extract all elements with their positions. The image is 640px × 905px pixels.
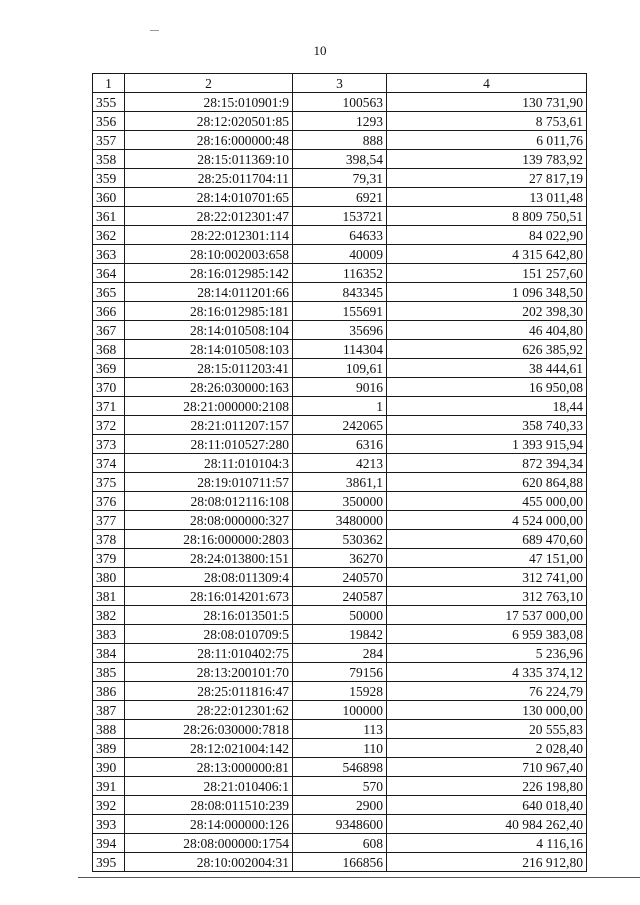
table-row [93,150,587,169]
cadastral-number: 28:12:020501:85 [125,112,293,131]
table-row [93,93,587,112]
row-number: 365 [93,283,125,302]
cadastral-number: 28:22:012301:47 [125,207,293,226]
cadastral-number: 28:14:010701:65 [125,188,293,207]
amount-value: 6 959 383,08 [387,625,587,644]
cadastral-number: 28:10:002003:658 [125,245,293,264]
amount-value: 872 394,34 [387,454,587,473]
table-row [93,169,587,188]
row-number: 383 [93,625,125,644]
row-number: 359 [93,169,125,188]
table-row [93,283,587,302]
area-value: 109,61 [293,359,387,378]
amount-value: 455 000,00 [387,492,587,511]
area-value: 79156 [293,663,387,682]
amount-value: 312 741,00 [387,568,587,587]
cadastral-number: 28:25:011816:47 [125,682,293,701]
cadastral-number: 28:14:000000:126 [125,815,293,834]
row-number: 355 [93,93,125,112]
table-row [93,112,587,131]
table-row [93,796,587,815]
row-number: 385 [93,663,125,682]
table-body [93,93,587,872]
table-row [93,473,587,492]
table-row [93,815,587,834]
cadastral-number: 28:08:000000:327 [125,511,293,530]
cadastral-number: 28:14:010508:104 [125,321,293,340]
area-value: 50000 [293,606,387,625]
area-value: 608 [293,834,387,853]
area-value: 6316 [293,435,387,454]
page-bottom-rule [78,877,640,878]
row-number: 363 [93,245,125,264]
row-number: 379 [93,549,125,568]
table-row [93,321,587,340]
amount-value: 640 018,40 [387,796,587,815]
cadastral-number: 28:08:011510:239 [125,796,293,815]
cadastral-number: 28:16:012985:181 [125,302,293,321]
row-number: 373 [93,435,125,454]
row-number: 360 [93,188,125,207]
amount-value: 13 011,48 [387,188,587,207]
row-number: 388 [93,720,125,739]
table-row [93,245,587,264]
row-number: 387 [93,701,125,720]
table-row [93,758,587,777]
header-col-1: 1 [93,74,125,93]
table-row [93,359,587,378]
cadastral-number: 28:15:010901:9 [125,93,293,112]
cadastral-number: 28:10:002004:31 [125,853,293,872]
area-value: 155691 [293,302,387,321]
table-row [93,720,587,739]
area-value: 100000 [293,701,387,720]
cadastral-number: 28:16:000000:48 [125,131,293,150]
area-value: 116352 [293,264,387,283]
area-value: 2900 [293,796,387,815]
cadastral-number: 28:24:013800:151 [125,549,293,568]
cadastral-number: 28:16:014201:673 [125,587,293,606]
table-row [93,568,587,587]
amount-value: 226 198,80 [387,777,587,796]
amount-value: 202 398,30 [387,302,587,321]
amount-value: 38 444,61 [387,359,587,378]
cadastral-number: 28:15:011369:10 [125,150,293,169]
row-number: 381 [93,587,125,606]
table-row [93,454,587,473]
amount-value: 620 864,88 [387,473,587,492]
row-number: 390 [93,758,125,777]
cadastral-number: 28:13:000000:81 [125,758,293,777]
table-row [93,777,587,796]
amount-value: 139 783,92 [387,150,587,169]
amount-value: 18,44 [387,397,587,416]
amount-value: 8 809 750,51 [387,207,587,226]
header-col-2: 2 [125,74,293,93]
area-value: 398,54 [293,150,387,169]
table-row [93,264,587,283]
row-number: 364 [93,264,125,283]
row-number: 382 [93,606,125,625]
row-number: 362 [93,226,125,245]
row-number: 356 [93,112,125,131]
cadastral-number: 28:25:011704:11 [125,169,293,188]
cadastral-number: 28:16:000000:2803 [125,530,293,549]
area-value: 240570 [293,568,387,587]
row-number: 394 [93,834,125,853]
area-value: 242065 [293,416,387,435]
area-value: 3480000 [293,511,387,530]
amount-value: 46 404,80 [387,321,587,340]
table-row [93,663,587,682]
area-value: 843345 [293,283,387,302]
table-row [93,701,587,720]
area-value: 79,31 [293,169,387,188]
row-number: 375 [93,473,125,492]
amount-value: 27 817,19 [387,169,587,188]
cadastral-number: 28:21:011207:157 [125,416,293,435]
area-value: 1 [293,397,387,416]
table-row [93,625,587,644]
amount-value: 76 224,79 [387,682,587,701]
cadastral-number: 28:26:030000:7818 [125,720,293,739]
cadastral-number: 28:11:010527:280 [125,435,293,454]
table-row [93,530,587,549]
area-value: 6921 [293,188,387,207]
table-row [93,682,587,701]
cadastral-number: 28:08:010709:5 [125,625,293,644]
area-value: 9348600 [293,815,387,834]
amount-value: 5 236,96 [387,644,587,663]
table-row [93,416,587,435]
amount-value: 130 000,00 [387,701,587,720]
area-value: 35696 [293,321,387,340]
cadastral-number: 28:08:011309:4 [125,568,293,587]
page-number: 10 [313,43,327,58]
cadastral-number: 28:21:010406:1 [125,777,293,796]
row-number: 384 [93,644,125,663]
area-value: 570 [293,777,387,796]
amount-value: 151 257,60 [387,264,587,283]
amount-value: 130 731,90 [387,93,587,112]
cadastral-number: 28:14:011201:66 [125,283,293,302]
table-row [93,188,587,207]
table-row [93,644,587,663]
amount-value: 358 740,33 [387,416,587,435]
amount-value: 710 967,40 [387,758,587,777]
area-value: 40009 [293,245,387,264]
row-number: 361 [93,207,125,226]
row-number: 376 [93,492,125,511]
table-row [93,226,587,245]
amount-value: 40 984 262,40 [387,815,587,834]
table-row [93,587,587,606]
amount-value: 84 022,90 [387,226,587,245]
row-number: 367 [93,321,125,340]
table-row [93,302,587,321]
area-value: 36270 [293,549,387,568]
cadastral-number: 28:15:011203:41 [125,359,293,378]
table-row [93,340,587,359]
amount-value: 16 950,08 [387,378,587,397]
area-value: 100563 [293,93,387,112]
amount-value: 8 753,61 [387,112,587,131]
table-row [93,834,587,853]
amount-value: 1 393 915,94 [387,435,587,454]
table-row [93,207,587,226]
cadastral-number: 28:16:013501:5 [125,606,293,625]
row-number: 395 [93,853,125,872]
amount-value: 4 335 374,12 [387,663,587,682]
row-number: 370 [93,378,125,397]
table-header [93,74,587,93]
table-row [93,397,587,416]
table-row [93,739,587,758]
row-number: 374 [93,454,125,473]
row-number: 392 [93,796,125,815]
row-number: 358 [93,150,125,169]
area-value: 530362 [293,530,387,549]
area-value: 9016 [293,378,387,397]
amount-value: 4 116,16 [387,834,587,853]
cadastral-number: 28:22:012301:62 [125,701,293,720]
row-number: 378 [93,530,125,549]
area-value: 114304 [293,340,387,359]
cadastral-number: 28:14:010508:103 [125,340,293,359]
area-value: 546898 [293,758,387,777]
scan-artifact [150,30,159,31]
area-value: 113 [293,720,387,739]
area-value: 19842 [293,625,387,644]
amount-value: 4 315 642,80 [387,245,587,264]
row-number: 366 [93,302,125,321]
table-row [93,853,587,872]
amount-value: 47 151,00 [387,549,587,568]
cadastral-number: 28:08:000000:1754 [125,834,293,853]
area-value: 166856 [293,853,387,872]
header-col-3: 3 [293,74,387,93]
area-value: 64633 [293,226,387,245]
row-number: 389 [93,739,125,758]
cadastral-number: 28:08:012116:108 [125,492,293,511]
cadastral-number: 28:13:200101:70 [125,663,293,682]
amount-value: 17 537 000,00 [387,606,587,625]
header-row [93,74,587,93]
table-row [93,435,587,454]
area-value: 284 [293,644,387,663]
cadastral-number: 28:19:010711:57 [125,473,293,492]
area-value: 153721 [293,207,387,226]
header-col-4: 4 [387,74,587,93]
amount-value: 2 028,40 [387,739,587,758]
row-number: 369 [93,359,125,378]
area-value: 888 [293,131,387,150]
table-row [93,378,587,397]
amount-value: 216 912,80 [387,853,587,872]
cadastral-number: 28:11:010402:75 [125,644,293,663]
row-number: 391 [93,777,125,796]
amount-value: 1 096 348,50 [387,283,587,302]
amount-value: 626 385,92 [387,340,587,359]
row-number: 386 [93,682,125,701]
area-value: 1293 [293,112,387,131]
cadastral-number: 28:26:030000:163 [125,378,293,397]
area-value: 15928 [293,682,387,701]
area-value: 4213 [293,454,387,473]
row-number: 357 [93,131,125,150]
row-number: 377 [93,511,125,530]
table-row [93,511,587,530]
amount-value: 4 524 000,00 [387,511,587,530]
row-number: 372 [93,416,125,435]
amount-value: 312 763,10 [387,587,587,606]
amount-value: 6 011,76 [387,131,587,150]
area-value: 350000 [293,492,387,511]
row-number: 368 [93,340,125,359]
table-row [93,606,587,625]
table-row [93,549,587,568]
amount-value: 20 555,83 [387,720,587,739]
table-row [93,131,587,150]
cadastral-number: 28:22:012301:114 [125,226,293,245]
cadastral-number: 28:11:010104:3 [125,454,293,473]
area-value: 110 [293,739,387,758]
cadastral-number: 28:16:012985:142 [125,264,293,283]
row-number: 371 [93,397,125,416]
row-number: 393 [93,815,125,834]
row-number: 380 [93,568,125,587]
amount-value: 689 470,60 [387,530,587,549]
land-plots-table [92,73,587,872]
table-row [93,492,587,511]
cadastral-number: 28:21:000000:2108 [125,397,293,416]
cadastral-number: 28:12:021004:142 [125,739,293,758]
area-value: 240587 [293,587,387,606]
area-value: 3861,1 [293,473,387,492]
